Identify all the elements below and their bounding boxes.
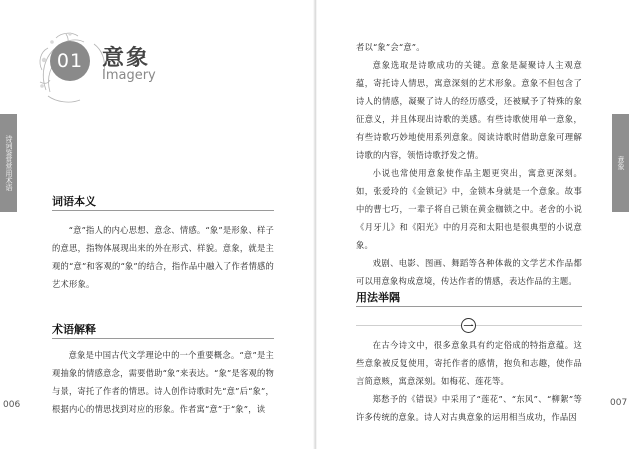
section-body-meaning (52, 221, 274, 293)
paragraph: 郑愁予的《错误》中采用了“莲花”、“东风”、“柳絮”等许多传统的意象。诗人对古典意象的运用相当成功，作品因 (356, 394, 582, 422)
right-side-tab: 意象 (612, 114, 629, 212)
section-heading-meaning: 词语本义 (52, 195, 96, 208)
left-page-number: 006 (3, 400, 21, 410)
divider (52, 338, 274, 339)
divider (52, 210, 274, 211)
section-body-explanation (52, 346, 274, 418)
chapter-subtitle-en: Imagery (102, 68, 156, 83)
section-body-usage (356, 336, 582, 426)
paragraph: “意”指人的内心思想、意念、情感。“象”是形象、样子的意思，指物体展现出来的外在形式、样貌。意象，就是主观的“意”和客观的“象”的结合，指作品中融入了作者情感的艺术形象。 (52, 225, 274, 289)
item-number-marker: 一 (461, 318, 476, 333)
left-side-tab: 诗词鉴赏常用术语 (0, 114, 17, 212)
paragraph: 戏剧、电影、图画、舞蹈等各种体裁的文学艺术作品都可以用意象构成意境，传达作者的情感，表达作品的主题。 (356, 258, 582, 286)
paragraph: 小说也常使用意象使作品主题更突出，寓意更深刻。如，张爱玲的《金锁记》中，金锁本身就是一个意象。故事中的曹七巧，一辈子将自己锁在黄金枷锁之中。老舍的小说《月牙儿》和《阳光》中的月亮和太阳也是很典型的小说意象。 (356, 168, 582, 250)
paragraph: 意象选取是诗歌成功的关键。意象是凝聚诗人主观意蕴，寄托诗人情思，寓意深刻的艺术形象。意象不但包含了诗人的情感，凝聚了诗人的经历感受，还被赋予了特殊的象征意义，并且体现出诗歌的美感。有些诗歌使用单一意象，有些诗歌巧妙地使用系列意象。阅读诗歌时借助意象可理解诗歌的内容，领悟诗歌抒发之情。 (356, 60, 582, 160)
section-heading-explanation: 术语解释 (52, 323, 96, 336)
chapter-title: 意象 (102, 46, 151, 71)
paragraph: 者以“象”会“意”。 (356, 42, 425, 52)
chapter-number-badge: 01 (50, 41, 90, 81)
paragraph: 意象是中国古代文学理论中的一个重要概念。“意”是主观抽象的情感意念，需要借助“象”来表达。“象”是客观的物与景，寄托了作者的情思。诗人创作诗歌时先“意”后“象”，根据内心的情思找到对应的形象。作者寓“意”于“象”，读 (52, 350, 274, 414)
book-spine (313, 0, 317, 449)
right-body-top (356, 38, 582, 290)
paragraph: 在古今诗文中，很多意象具有约定俗成的特指意蕴。这些意象被反复使用，寄托作者的感情，抱负和志趣，使作品言简意赅，寓意深刻。如梅花、莲花等。 (356, 340, 582, 386)
right-page-number: 007 (610, 398, 628, 408)
section-heading-usage: 用法举隅 (356, 291, 400, 304)
divider (356, 306, 582, 307)
